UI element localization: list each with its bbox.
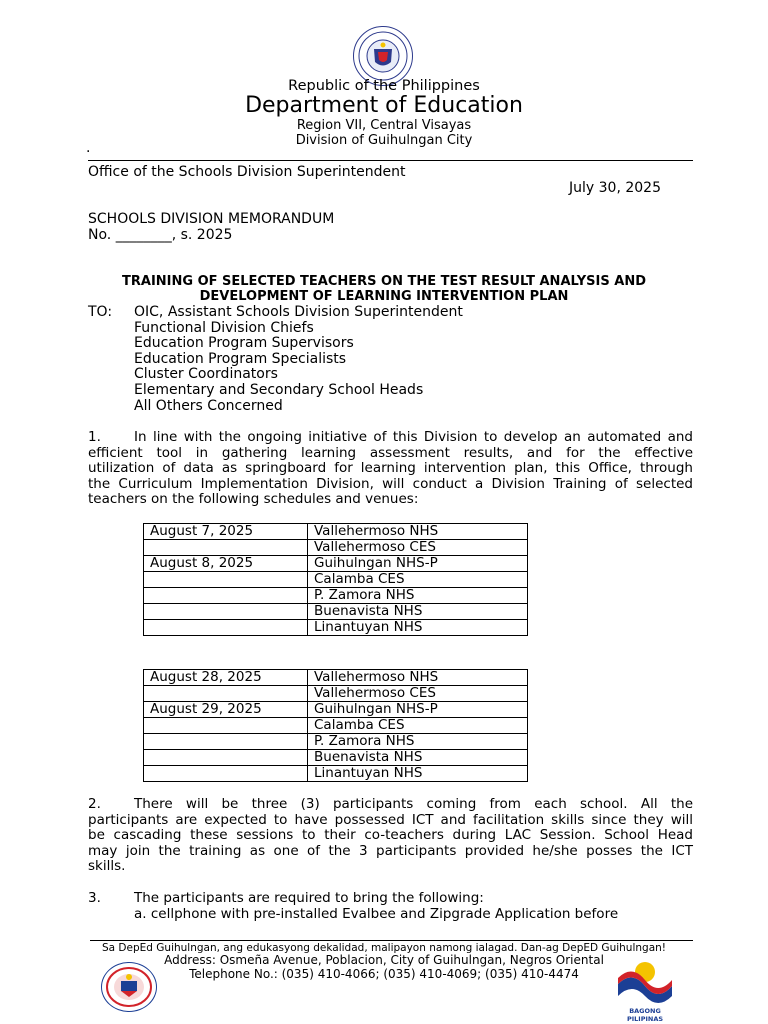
recipient-item: Functional Division Chiefs <box>134 319 314 336</box>
table-cell-date: August 28, 2025 <box>144 670 308 686</box>
paragraph-1 <box>88 430 693 508</box>
recipient-list <box>134 305 463 414</box>
table-cell-venue: Calamba CES <box>308 718 528 734</box>
paragraph-number: 2. <box>88 796 101 812</box>
paragraph-number: 1. <box>88 429 101 445</box>
table-row <box>144 686 528 702</box>
paragraph-line: teachers on the following schedules and venues: <box>88 491 419 508</box>
bagong-pilipinas-text: BAGONG PILIPINAS <box>626 1007 664 1023</box>
table-row <box>144 734 528 750</box>
republic-line: Republic of the Philippines <box>288 78 480 94</box>
table-cell-venue: Buenavista NHS <box>308 604 528 620</box>
memo-date: July 30, 2025 <box>569 180 661 196</box>
table-cell-venue: Vallehermoso NHS <box>308 524 528 540</box>
office-line: Office of the Schools Division Superintendent <box>88 164 406 180</box>
paragraph-line: In line with the ongoing initiative of this Division to develop an automated and <box>134 429 693 445</box>
paragraph-2 <box>88 797 693 875</box>
header-dot: . <box>86 140 91 156</box>
table-cell-date <box>144 750 308 766</box>
paragraph-line: be cascading these sessions to their co-teachers during LAC Session. School Head <box>88 827 693 844</box>
paragraph-number: 3. <box>88 890 101 906</box>
memo-title-line-1: TRAINING OF SELECTED TEACHERS ON THE TEST RESULT ANALYSIS AND <box>122 274 646 289</box>
table-cell-venue: Vallehermoso NHS <box>308 670 528 686</box>
deped-seal-icon <box>354 27 412 85</box>
table-row <box>144 620 528 636</box>
table-row <box>144 540 528 556</box>
division-seal-icon <box>102 963 156 1011</box>
paragraph-line: utilization of data as springboard for learning intervention plan, this Office, through <box>88 460 693 477</box>
table-cell-date: August 7, 2025 <box>144 524 308 540</box>
footer-motto: Sa DepEd Guihulngan, ang edukasyong dekalidad, malipayon namong ialagad. Dan-ag DepED Guihulngan! <box>102 942 666 954</box>
division-seal-logo <box>101 962 157 1012</box>
to-label: TO: <box>88 304 113 320</box>
deped-seal-logo <box>353 26 413 86</box>
table-row <box>144 702 528 718</box>
table-cell-venue: Guihulngan NHS-P <box>308 556 528 572</box>
recipient-item: All Others Concerned <box>134 397 283 414</box>
list-item: a. cellphone with pre-installed Evalbee and Zipgrade Application before <box>134 905 619 922</box>
bagong-pilipinas-icon <box>612 956 678 1008</box>
table-cell-date <box>144 620 308 636</box>
memo-title-line-2: DEVELOPMENT OF LEARNING INTERVENTION PLAN <box>199 289 569 304</box>
table-row <box>144 524 528 540</box>
footer-telephone: Telephone No.: (035) 410-4066; (035) 410-4069; (035) 410-4474 <box>189 967 579 981</box>
paragraph-line: may join the training as one of the 3 participants provided he/she posses the ICT <box>88 842 693 859</box>
table-cell-date <box>144 766 308 782</box>
table-cell-venue: Linantuyan NHS <box>308 766 528 782</box>
table-cell-venue: Linantuyan NHS <box>308 620 528 636</box>
table-cell-venue: Vallehermoso CES <box>308 540 528 556</box>
division-line: Division of Guihulngan City <box>295 133 473 148</box>
table-row <box>144 718 528 734</box>
deped-seal-text <box>0 0 1 1</box>
footer-address: Address: Osmeña Avenue, Poblacion, City of Guihulngan, Negros Oriental <box>164 953 604 967</box>
bagong-pilipinas-logo <box>612 956 678 1023</box>
table-cell-date <box>144 588 308 604</box>
paragraph-line: participants are expected to have possessed ICT and facilitation skills since they will <box>88 811 693 828</box>
recipient-item: Education Program Specialists <box>134 350 347 367</box>
paragraph-line: There will be three (3) participants coming from each school. All the <box>134 796 693 812</box>
recipient-item: Elementary and Secondary School Heads <box>134 381 424 398</box>
paragraph-line: the Curriculum Implementation Division, will conduct a Division Training of selected <box>88 475 693 492</box>
table-cell-date: August 8, 2025 <box>144 556 308 572</box>
region-line: Region VII, Central Visayas <box>296 118 472 133</box>
table-cell-date <box>144 718 308 734</box>
table-cell-venue: Vallehermoso CES <box>308 686 528 702</box>
paragraph-line: The participants are required to bring the following: <box>134 890 484 906</box>
table-cell-venue: Calamba CES <box>308 572 528 588</box>
table-row <box>144 766 528 782</box>
table-row <box>144 604 528 620</box>
recipient-item: Cluster Coordinators <box>134 366 278 383</box>
table-cell-date <box>144 572 308 588</box>
table-cell-date <box>144 734 308 750</box>
table-row <box>144 572 528 588</box>
table-cell-venue: Guihulngan NHS-P <box>308 702 528 718</box>
table-cell-date <box>144 540 308 556</box>
table-cell-venue: Buenavista NHS <box>308 750 528 766</box>
memo-number: No. ________, s. 2025 <box>88 227 233 243</box>
paragraph-line: skills. <box>88 858 126 875</box>
table-row <box>144 750 528 766</box>
table-row <box>144 588 528 604</box>
table-row <box>144 670 528 686</box>
table-row <box>144 556 528 572</box>
recipient-item: Education Program Supervisors <box>134 335 354 352</box>
paragraph-line: efficient tool in gathering learning assessment results, and for the effective <box>88 444 693 461</box>
schedule-table-2 <box>143 669 528 782</box>
department-title: Department of Education <box>245 93 523 118</box>
paragraph-3 <box>88 891 693 922</box>
header-divider <box>88 160 693 161</box>
recipient-item: OIC, Assistant Schools Division Superintendent <box>134 304 463 320</box>
table-cell-venue: P. Zamora NHS <box>308 734 528 750</box>
table-cell-date <box>144 604 308 620</box>
table-cell-venue: P. Zamora NHS <box>308 588 528 604</box>
table-cell-date: August 29, 2025 <box>144 702 308 718</box>
table-cell-date <box>144 686 308 702</box>
footer-divider <box>90 940 693 941</box>
memo-type: SCHOOLS DIVISION MEMORANDUM <box>88 211 335 227</box>
schedule-table-1 <box>143 523 528 636</box>
